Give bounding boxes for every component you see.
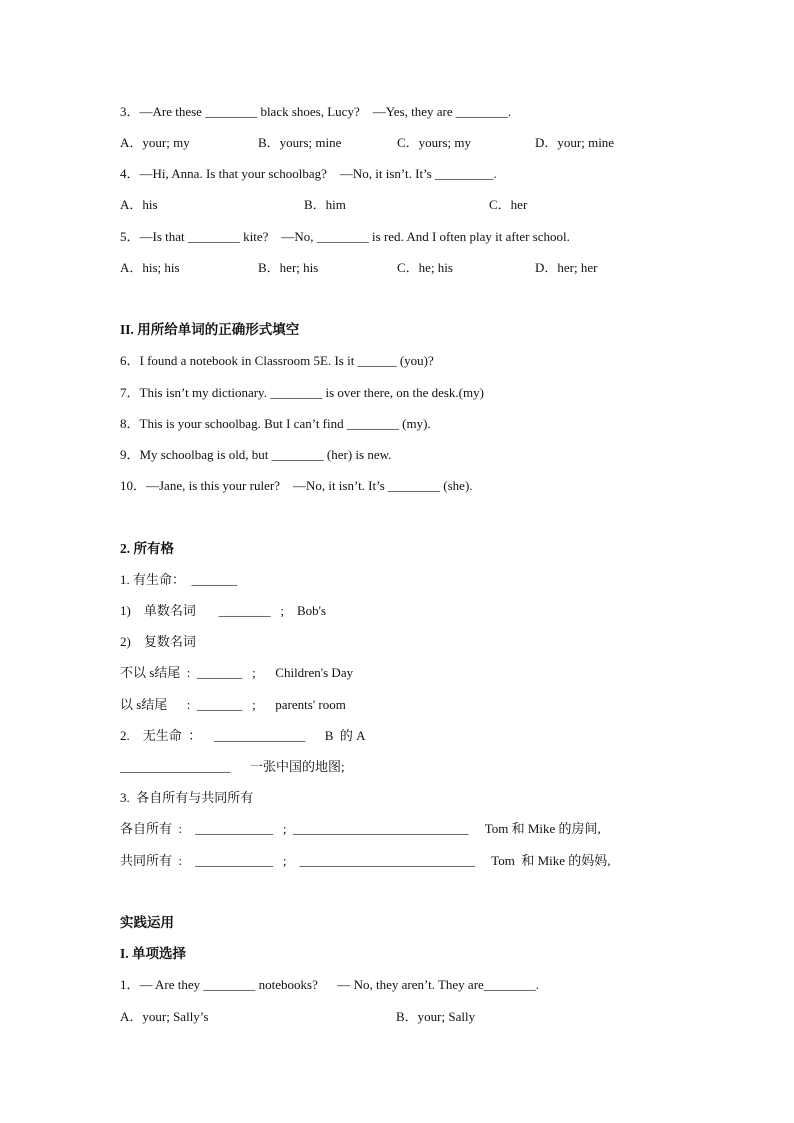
note-line: 2) 复数名词 [120,634,196,649]
question-3: 3．—Are these ________ black shoes, Lucy? —Yes, they are ________. [120,104,512,119]
note-line: 以 s结尾 : _______ ; parents' room [120,697,346,712]
q5-option-b: B．her; his [258,260,319,275]
section-heading-fill-in: II. 用所给单词的正确形式填空 [120,322,300,337]
q3-option-d: D．your; mine [535,135,615,150]
question-9: 9．My schoolbag is old, but ________ (her) is new. [120,447,392,462]
q3-option-c: C．yours; my [397,135,472,150]
note-line: 3. 各自所有与共同所有 [120,790,254,805]
practice-question-1: 1．— Are they ________ notebooks? — No, they aren’t. They are________. [120,977,540,992]
question-4: 4．—Hi, Anna. Is that your schoolbag? —No, it isn’t. It’s _________. [120,166,497,181]
practice-q1-option-b: B．your; Sally [396,1009,476,1024]
q4-option-a: A．his [120,197,158,212]
note-line: 共同所有 : ____________ ; ___________________________ Tom 和 Mike 的妈妈, [120,853,611,868]
q3-option-b: B．yours; mine [258,135,342,150]
q5-option-c: C．he; his [397,260,453,275]
q5-option-a: A．his; his [120,260,180,275]
question-10: 10．—Jane, is this your ruler? —No, it isn’t. It’s ________ (she). [120,478,473,493]
section-heading-possessive: 2. 所有格 [120,541,174,556]
question-5: 5．—Is that ________ kite? —No, ________ is red. And I often play it after school. [120,229,570,244]
q4-option-b: B．him [304,197,346,212]
note-line: 1) 单数名词 ________ ; Bob's [120,603,327,618]
q5-option-d: D．her; her [535,260,598,275]
question-7: 7．This isn’t my dictionary. ________ is over there, on the desk.(my) [120,385,484,400]
note-line: 不以 s结尾 : _______ ; Children's Day [120,665,354,680]
note-line: _________________ 一张中国的地图; [120,759,345,774]
section-heading-practice: 实践运用 [120,915,174,930]
section-subheading-single-choice: I. 单项选择 [120,946,187,961]
question-6: 6．I found a notebook in Classroom 5E. Is it ______ (you)? [120,353,434,368]
question-8: 8．This is your schoolbag. But I can’t find ________ (my). [120,416,431,431]
note-line: 各自所有 : ____________ ; ___________________________ Tom 和 Mike 的房间, [120,821,601,836]
practice-q1-option-a: A．your; Sally’s [120,1009,209,1024]
q4-option-c: C．her [489,197,528,212]
q3-option-a: A．your; my [120,135,190,150]
note-line: 2. 无生命 ： ______________ B 的 A [120,728,366,743]
note-line: 1. 有生命： _______ [120,572,238,587]
